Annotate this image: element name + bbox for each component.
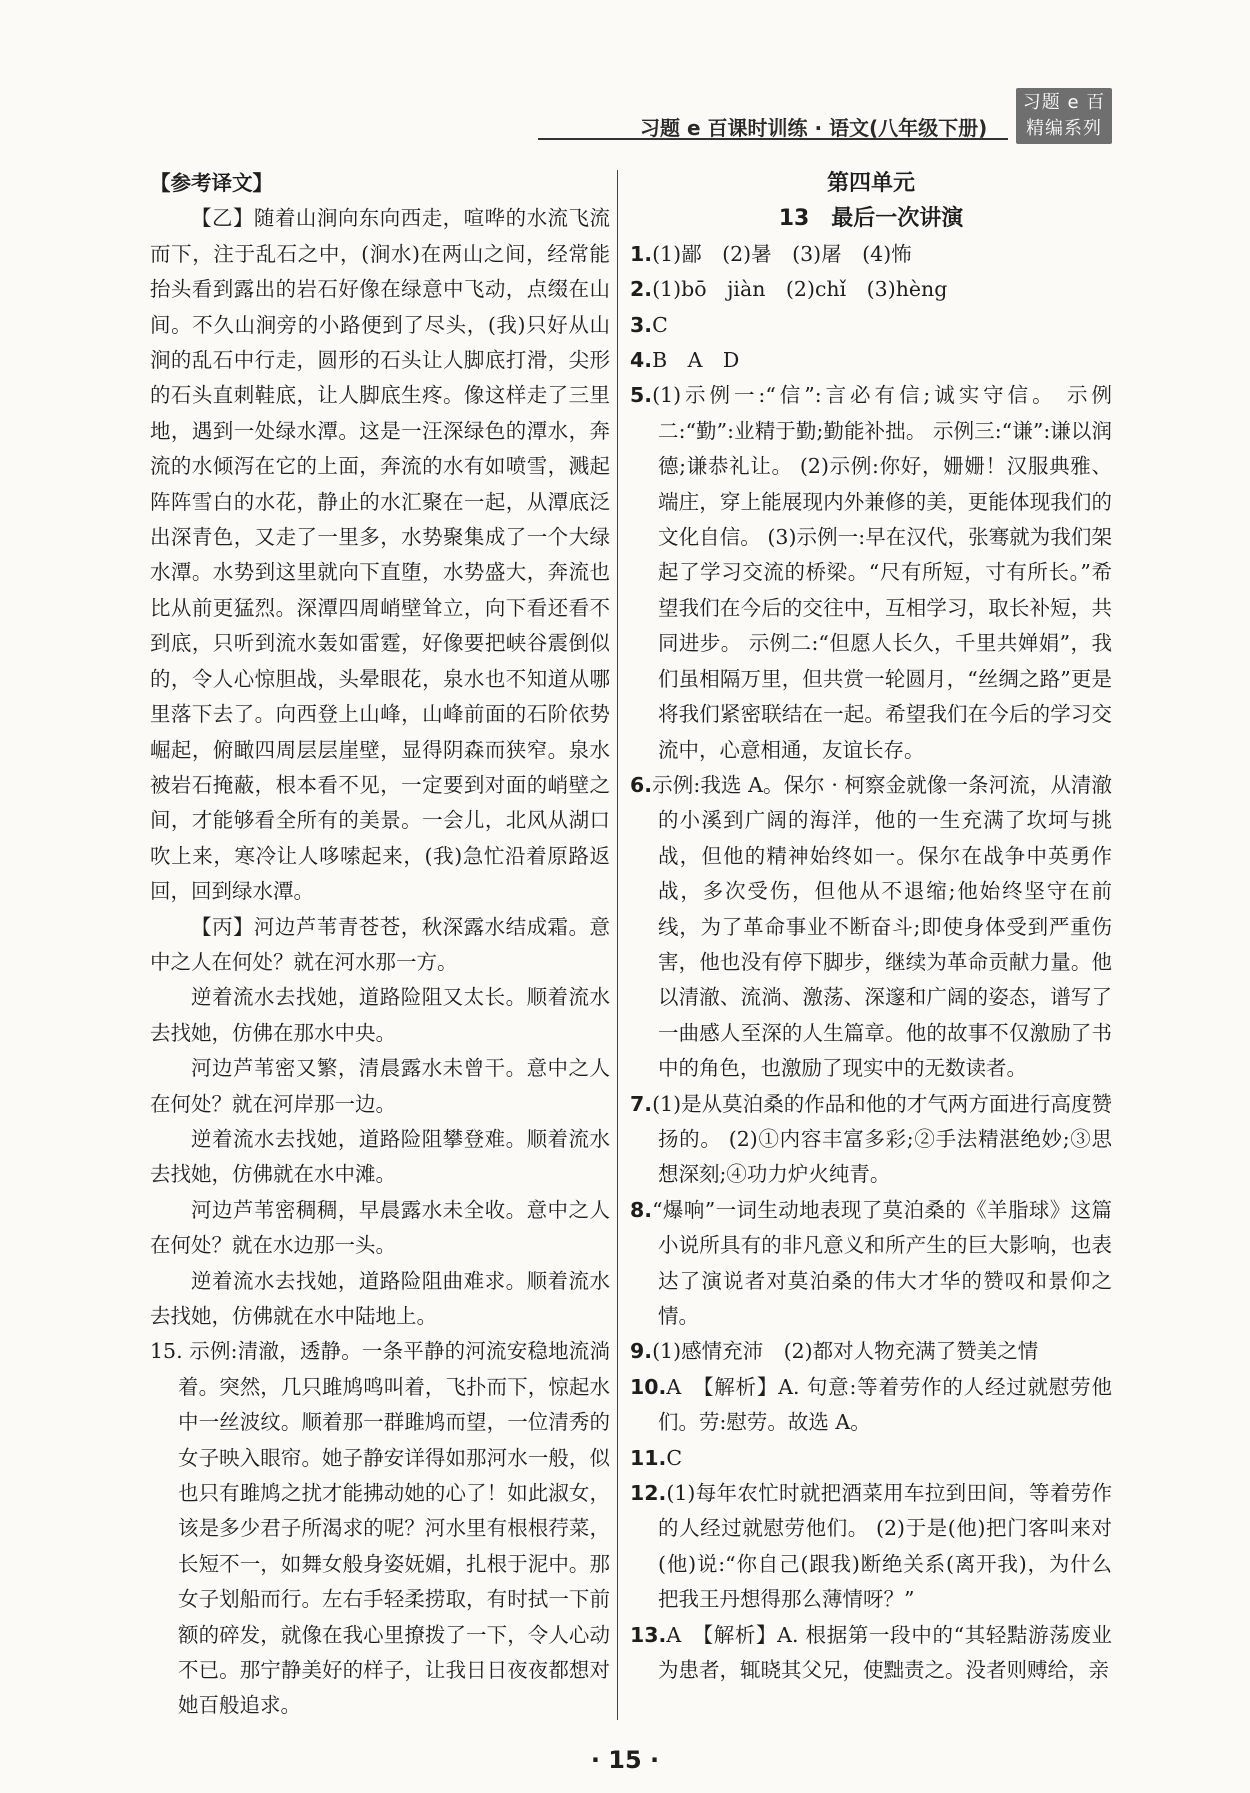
answer-2	[630, 272, 1112, 307]
series-badge	[1016, 88, 1112, 144]
answer-5	[630, 378, 1112, 767]
answer-8	[630, 1193, 1112, 1335]
column-divider	[617, 170, 618, 1720]
answer-9	[630, 1334, 1112, 1369]
answer-number: 10.	[630, 1374, 667, 1399]
answer-number: 8.	[630, 1197, 653, 1222]
answer-text: A 【解析】A. 句意:等着劳作的人经过就慰劳他们。劳:慰劳。故选 A。	[658, 1374, 1112, 1435]
paragraph-bing-5: 河边芦苇密稠稠，早晨露水未全收。意中之人在何处？就在水边那一头。	[150, 1197, 610, 1258]
paragraph-bing-3: 河边芦苇密又繁，清晨露水未曾干。意中之人在何处？就在河岸那一边。	[150, 1056, 610, 1116]
answer-text: B A D	[652, 348, 740, 373]
answer-text: (1)感情充沛 (2)都对人物充满了赞美之情	[652, 1339, 1039, 1364]
answer-text: (1)是从莫泊桑的作品和他的才气两方面进行高度赞扬的。 (2)①内容丰富多彩;②手法精湛绝妙;③思想深刻;④功力炉火纯青。	[652, 1091, 1112, 1187]
answer-number: 5.	[630, 383, 653, 408]
answer-text: (1)鄙 (2)暑 (3)屠 (4)怖	[652, 241, 912, 266]
answer-4	[630, 343, 1112, 378]
paragraph-bing-2: 逆着流水去找她，道路险阻又太长。顺着流水去找她，仿佛在那水中央。	[150, 985, 610, 1045]
paragraph-bing-1: 【丙】河边芦苇青苍苍，秋深露水结成霜。意中之人在何处？就在河水那一方。	[150, 914, 610, 974]
answer-number: 2.	[630, 277, 653, 302]
answer-7	[630, 1087, 1112, 1193]
right-column	[630, 166, 1112, 1688]
answer-12	[630, 1476, 1112, 1618]
answer-13	[630, 1618, 1112, 1689]
answer-11	[630, 1441, 1112, 1476]
answer-6	[630, 768, 1112, 1087]
answer-text: C	[666, 1445, 683, 1470]
answer-text: A 【解析】A. 根据第一段中的“其轻黠游荡废业为患者，辄晓其父兄，使黜责之。没者则赙给，亲	[658, 1622, 1112, 1683]
badge-line-1: 习题 e 百	[1022, 92, 1106, 113]
answer-number: 1.	[630, 241, 653, 266]
answer-number: 6.	[630, 772, 653, 797]
answer-text: C	[652, 312, 668, 337]
answer-1	[630, 237, 1112, 272]
answer-15: 15. 示例:清澈，透静。一条平静的河流安稳地流淌着。突然，几只雎鸠鸣叫着，飞扑而下，惊起水中一丝波纹。顺着那一群雎鸠而望，一位清秀的女子映入眼帘。她子静安详得如那河水一般，似也只有雎鸠之扰才能拂动她的心了！如此淑女，该是多少君子所渴求的呢？河水里有根根荇菜，长短不一，如舞女般身姿妩媚，扎根于泥中。那女子划船而行。左右手轻柔捞取，有时拭一下前额的碎发，就像在我心里撩拨了一下，令人心动不已。那宁静美好的样子，让我日日夜夜都想对她百般追求。	[150, 1339, 610, 1718]
answer-text: 示例:我选 A。保尔 · 柯察金就像一条河流，从清澈的小溪到广阔的海洋，他的一生充满了坎坷与挑战，但他的精神始终如一。保尔在战争中英勇作战，多次受伤，但他从不退缩;他始终坚守在前线，为了革命事业不断奋斗;即使身体受到严重伤害，他也没有停下脚步，继续为革命贡献力量。他以清澈、流淌、激荡、深邃和广阔的姿态，谱写了一曲感人至深的人生篇章。他的故事不仅激励了书中的角色，也激励了现实中的无数读者。	[652, 772, 1112, 1081]
answer-text: (1)bō jiàn (2)chǐ (3)hèng	[652, 277, 948, 302]
answer-number: 12.	[630, 1481, 667, 1506]
answer-text: (1)每年农忙时就把酒菜用车拉到田间，等着劳作的人经过就慰劳他们。 (2)于是(他)把门客叫来对(他)说:“你自己(跟我)断绝关系(离开我)，为什么把我王丹想得那么薄情呀？”	[658, 1481, 1112, 1612]
left-column	[150, 166, 610, 1724]
answer-number: 11.	[630, 1445, 667, 1470]
paragraph-yi: 【乙】随着山涧向东向西走，喧哗的水流飞流而下，注于乱石之中，(涧水)在两山之间，经常能抬头看到露出的岩石好像在绿意中飞动，点缀在山间。不久山涧旁的小路便到了尽头，(我)只好从山涧的乱石中行走，圆形的石头让人脚底打滑，尖形的石头直刺鞋底，让人脚底生疼。像这样走了三里地，遇到一处绿水潭。这是一汪深绿色的潭水，奔流的水倾泻在它的上面，奔流的水有如喷雪，溅起阵阵雪白的水花，静止的水汇聚在一起，从潭底泛出深青色，又走了一里多，水势聚集成了一个大绿水潭。水势到这里就向下直堕，水势盛大，奔流也比从前更猛烈。深潭四周峭壁耸立，向下看还看不到底，只听到流水轰如雷霆，好像要把峡谷震倒似的，令人心惊胆战，头晕眼花，泉水也不知道从哪里落下去了。向西登上山峰，山峰前面的石阶依势崛起，俯瞰四周层层崖壁，显得阴森而狭窄。泉水被岩石掩蔽，根本看不见，一定要到对面的峭壁之间，才能够看全所有的美景。一会儿，北风从湖口吹上来，寒冷让人哆嗦起来，(我)急忙沿着原路返回，回到绿水潭。	[150, 206, 610, 904]
answer-text: “爆响”一词生动地表现了莫泊桑的《羊脂球》这篇小说所具有的非凡意义和所产生的巨大影响，也表达了演说者对莫泊桑的伟大才华的赞叹和景仰之情。	[652, 1197, 1112, 1328]
reference-translation-title: 【参考译文】	[150, 171, 273, 195]
answer-text: (1)示例一:“信”:言必有信;诚实守信。 示例二:“勤”:业精于勤;勤能补拙。 示例三:“谦”:谦以润德;谦恭礼让。 (2)示例:你好，姗姗！汉服典雅、端庄，穿上能展现内外兼修的美，更能体现我们的文化自信。 (3)示例一:早在汉代，张骞就为我们架起了学习交流的桥梁。“尺有所短，寸有所长。”希望我们在今后的交往中，互相学习，取长补短，共同进步。 示例二:“但愿人长久，千里共婵娟”，我们虽相隔万里，但共赏一轮圆月，“丝绸之路”更是将我们紧密联结在一起。希望我们在今后的学习交流中，心意相通，友谊长存。	[652, 383, 1112, 762]
unit-title: 第四单元	[826, 171, 915, 196]
answer-number: 7.	[630, 1091, 653, 1116]
answer-number: 9.	[630, 1339, 653, 1364]
answer-number: 13.	[630, 1622, 667, 1647]
lesson-title: 13 最后一次讲演	[778, 206, 964, 232]
badge-line-2: 精编系列	[1026, 118, 1102, 139]
answer-number: 3.	[630, 312, 653, 337]
paragraph-bing-6: 逆着流水去找她，道路险阻曲难求。顺着流水去找她，仿佛就在水中陆地上。	[150, 1268, 610, 1328]
header-rule	[538, 138, 1008, 140]
page-number: · 15 ·	[590, 1746, 660, 1774]
answer-3	[630, 308, 1112, 343]
answer-10	[630, 1370, 1112, 1441]
answer-number: 4.	[630, 348, 653, 373]
paragraph-bing-4: 逆着流水去找她，道路险阻攀登难。顺着流水去找她，仿佛就在水中滩。	[150, 1126, 610, 1187]
header-title: 习题 e 百课时训练 · 语文(八年级下册)	[640, 116, 988, 140]
